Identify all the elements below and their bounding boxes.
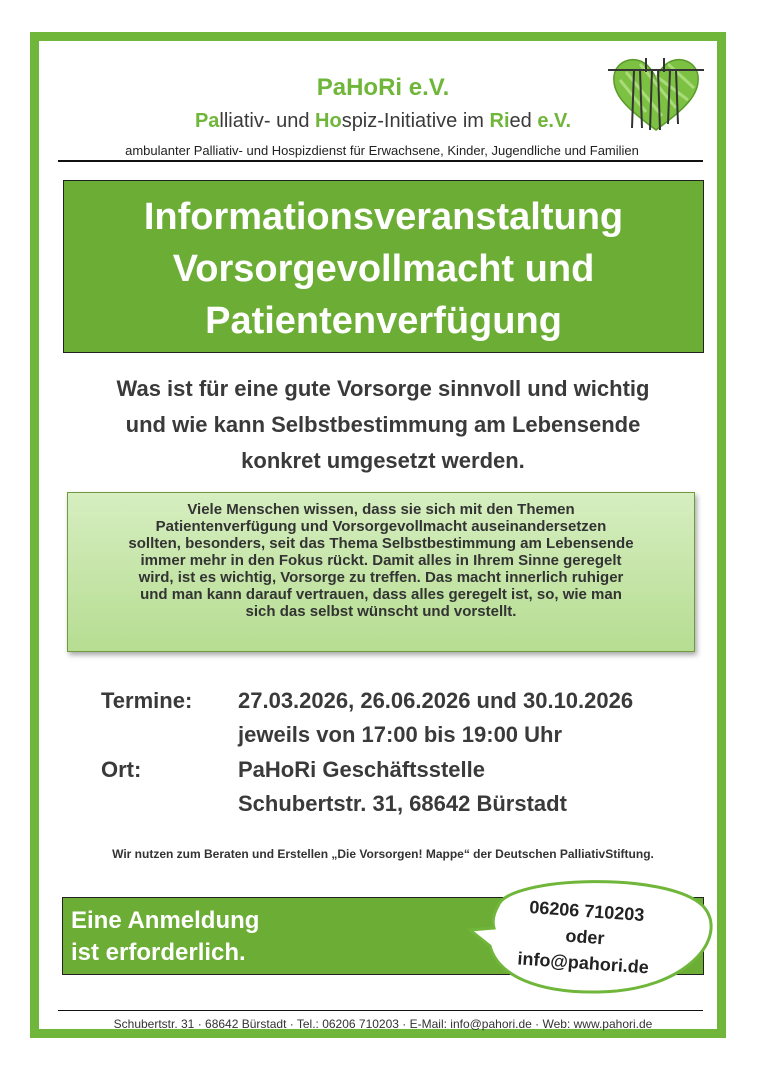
subheadline xyxy=(50,371,716,479)
org-initial-pa: Pa xyxy=(194,110,220,132)
org-part-ev: e.V. xyxy=(537,110,572,132)
org-part-hospiz: spiz-Initiative im xyxy=(341,110,490,132)
subheadline-line-3: konkret umgesetzt werden. xyxy=(241,448,525,473)
event-title-line-1: Informationsveranstaltung xyxy=(143,196,624,238)
event-dates: 27.03.2026, 26.06.2026 und 30.10.2026 xyxy=(238,688,634,713)
vorsorge-mappe-note: Wir nutzen zum Beraten und Erstellen „Die Vorsorgen! Mappe“ der Deutschen PalliativStiftung. xyxy=(112,847,654,861)
termine-label: Termine: xyxy=(101,688,193,713)
contact-email[interactable]: info@pahori.de xyxy=(516,948,650,978)
registration-line-1: Eine Anmeldung xyxy=(71,907,260,934)
org-name: PaHoRi e.V. xyxy=(316,74,450,101)
info-line: immer mehr in den Fokus rückt. Damit alles in Ihrem Sinne geregelt xyxy=(140,552,622,569)
info-line: und man kann darauf vertrauen, dass alles geregelt ist, so, wie man xyxy=(140,586,622,603)
info-line: sollten, besonders, seit das Thema Selbstbestimmung am Lebensende xyxy=(128,535,634,552)
info-text-box xyxy=(67,492,695,652)
ort-label: Ort: xyxy=(101,757,142,782)
registration-line-2: ist erforderlich. xyxy=(71,939,246,966)
event-title-line-2: Vorsorgevollmacht und xyxy=(172,248,595,290)
org-initial-ho: Ho xyxy=(315,110,342,132)
contact-or: oder xyxy=(564,925,606,949)
event-title-box xyxy=(63,180,704,353)
subheadline-line-1: Was ist für eine gute Vorsorge sinnvoll und wichtig xyxy=(116,376,650,401)
org-initial-ri: Ri xyxy=(489,110,510,132)
contact-info xyxy=(497,892,672,982)
heart-with-figures-icon xyxy=(606,50,706,134)
contact-phone[interactable]: 06206 710203 xyxy=(528,897,645,926)
header-divider xyxy=(58,160,703,162)
subheadline-line-2: und wie kann Selbstbestimmung am Lebensende xyxy=(125,412,641,437)
org-part-palliativ: lliativ- und xyxy=(219,110,316,132)
event-time: jeweils von 17:00 bis 19:00 Uhr xyxy=(238,722,563,747)
org-part-ried: ed xyxy=(509,110,538,132)
org-tagline: ambulanter Palliativ- und Hospizdienst für Erwachsene, Kinder, Jugendliche und Familien xyxy=(125,143,639,158)
info-line: sich das selbst wünscht und vorstellt. xyxy=(245,603,517,620)
info-line: wird, ist es wichtig, Vorsorge zu treffen. Das macht innerlich ruhiger xyxy=(138,569,624,586)
footer-contact: Schubertstr. 31 · 68642 Bürstadt · Tel.: 06206 710203 · E-Mail: info@pahori.de · Web: www.pahori.de xyxy=(113,1017,653,1031)
info-line: Patientenverfügung und Vorsorgevollmacht auseinandersetzen xyxy=(155,518,607,535)
footer-divider xyxy=(58,1010,703,1011)
event-address: Schubertstr. 31, 68642 Bürstadt xyxy=(238,791,567,816)
info-line: Viele Menschen wissen, dass sie sich mit den Themen xyxy=(187,501,575,518)
event-title-line-3: Patientenverfügung xyxy=(205,300,562,342)
event-place: PaHoRi Geschäftsstelle xyxy=(238,757,485,782)
